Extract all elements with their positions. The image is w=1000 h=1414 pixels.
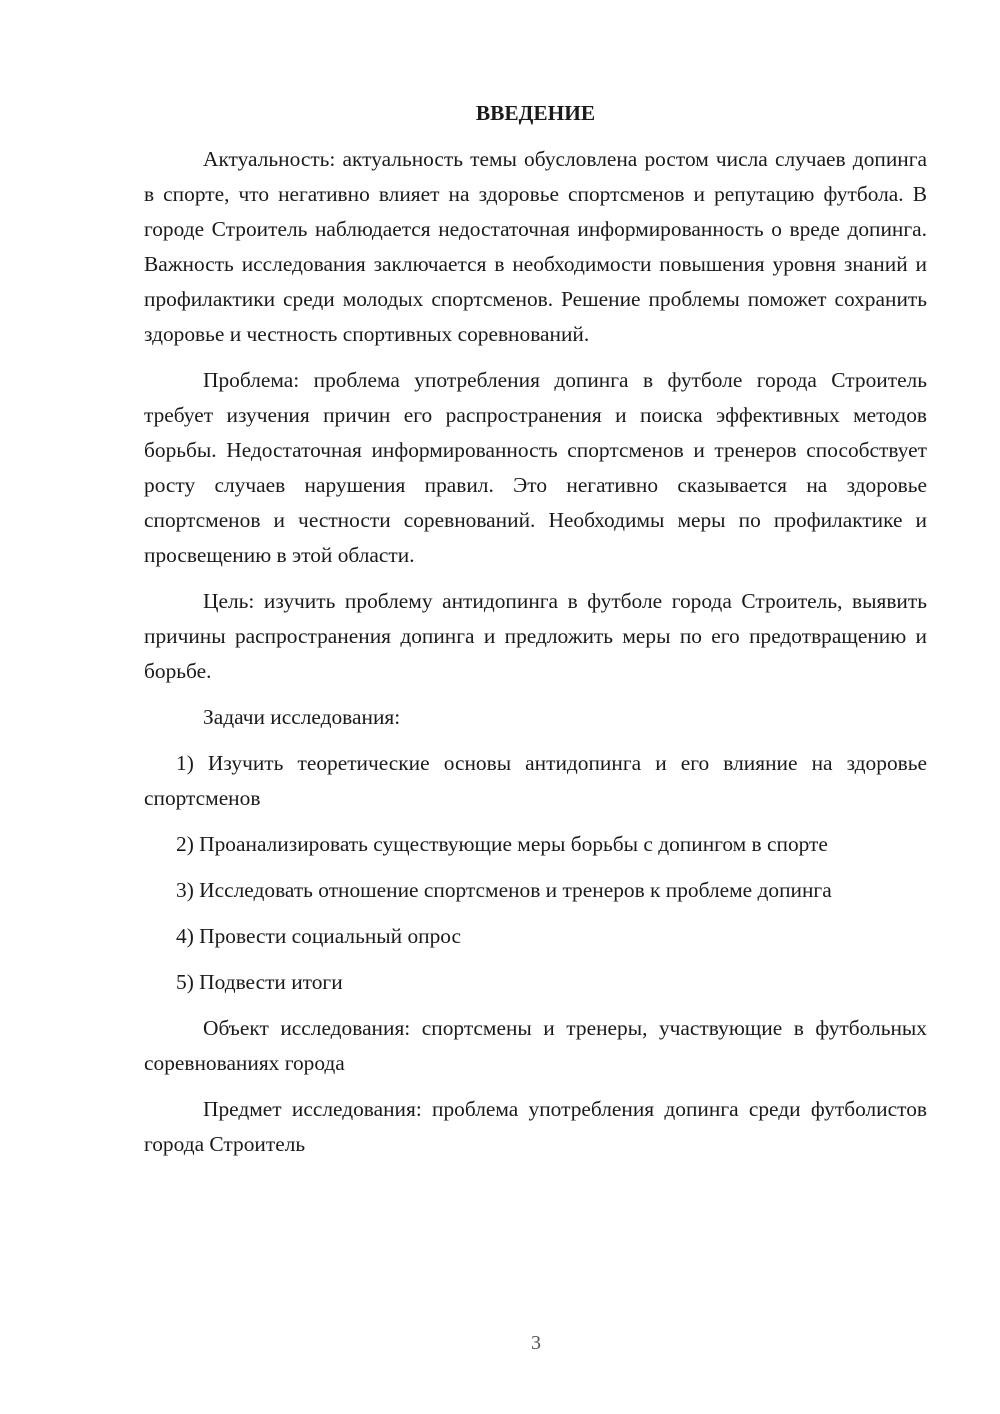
subject-paragraph: Предмет исследования: проблема употребления допинга среди футболистов города Строитель bbox=[144, 1097, 927, 1156]
problem-paragraph: Проблема: проблема употребления допинга в футболе города Строитель требует изучения причин его распространения и поиска эффективных методов борьбы. Недостаточная информированность спортсменов и тренеров способствует росту случаев нарушения правил. Это негативно сказывается на здоровье спортсменов и честности соревнований. Необходимы меры по профилактике и просвещению в этой области. bbox=[144, 368, 927, 567]
page-number: 3 bbox=[531, 1332, 541, 1354]
task-item: 3) Исследовать отношение спортсменов и тренеров к проблеме допинга bbox=[176, 878, 832, 902]
task-item: 2) Проанализировать существующие меры борьбы с допингом в спорте bbox=[176, 832, 828, 856]
object-paragraph: Объект исследования: спортсмены и тренеры, участвующие в футбольных соревнованиях города bbox=[144, 1016, 927, 1075]
tasks-heading: Задачи исследования: bbox=[203, 705, 401, 729]
page-content bbox=[144, 96, 927, 1173]
task-item: 4) Провести социальный опрос bbox=[176, 924, 462, 948]
task-item: 1) Изучить теоретические основы антидопинга и его влияние на здоровье спортсменов bbox=[144, 751, 927, 810]
relevance-paragraph: Актуальность: актуальность темы обусловлена ростом числа случаев допинга в спорте, что негативно влияет на здоровье спортсменов и репутацию футбола. В городе Строитель наблюдается недостаточная информированность о вреде допинга. Важность исследования заключается в необходимости повышения уровня знаний и профилактики среди молодых спортсменов. Решение проблемы поможет сохранить здоровье и честность спортивных соревнований. bbox=[144, 147, 927, 346]
page-title: ВВЕДЕНИЕ bbox=[475, 101, 596, 125]
goal-paragraph: Цель: изучить проблему антидопинга в футболе города Строитель, выявить причины распространения допинга и предложить меры по его предотвращению и борьбе. bbox=[144, 589, 927, 683]
task-item: 5) Подвести итоги bbox=[176, 970, 343, 994]
